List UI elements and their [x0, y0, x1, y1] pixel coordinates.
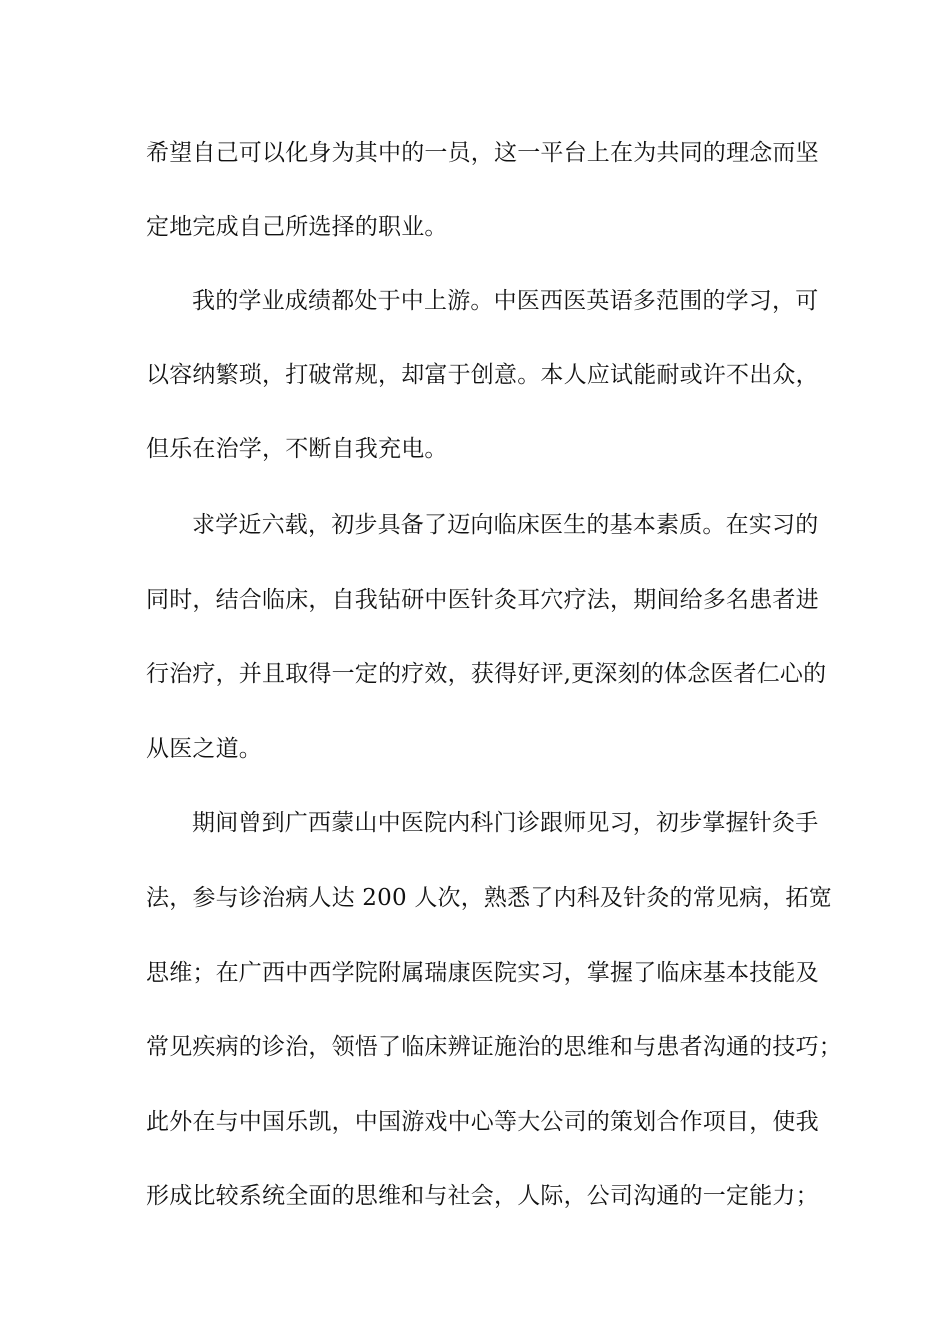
paragraph-first-line: 期间曾到广西蒙山中医院内科门诊跟师见习，初步掌握针灸手 — [192, 810, 819, 836]
text-line: 行治疗，并且取得一定的疗效，获得好评,更深刻的体念医者仁心的 — [146, 661, 827, 687]
text-line: 同时，结合临床，自我钻研中医针灸耳穴疗法，期间给多名患者进 — [146, 587, 819, 613]
text-line: 希望自己可以化身为其中的一员，这一平台上在为共同的理念而坚 — [146, 140, 819, 166]
text-line: 但乐在治学，不断自我充电。 — [146, 436, 448, 462]
text-line: 定地完成自己所选择的职业。 — [146, 214, 448, 240]
text-line: 以容纳繁琐，打破常规，却富于创意。本人应试能耐或许不出众， — [146, 362, 819, 388]
text-line: 法，参与诊治病人达 200 人次，熟悉了内科及针灸的常见病，拓宽 — [146, 885, 832, 911]
paragraph-first-line: 我的学业成绩都处于中上游。中医西医英语多范围的学习，可 — [192, 288, 819, 314]
paragraph-first-line: 求学近六载，初步具备了迈向临床医生的基本素质。在实习的 — [192, 512, 819, 538]
text-line: 形成比较系统全面的思维和与社会，人际，公司沟通的一定能力； — [146, 1183, 819, 1209]
text-line: 常见疾病的诊治，领悟了临床辨证施治的思维和与患者沟通的技巧； — [146, 1034, 842, 1060]
text-line: 思维；在广西中西学院附属瑞康医院实习，掌握了临床基本技能及 — [146, 960, 819, 986]
text-line: 从医之道。 — [146, 736, 262, 762]
text-line: 此外在与中国乐凯，中国游戏中心等大公司的策划合作项目，使我 — [146, 1109, 819, 1135]
